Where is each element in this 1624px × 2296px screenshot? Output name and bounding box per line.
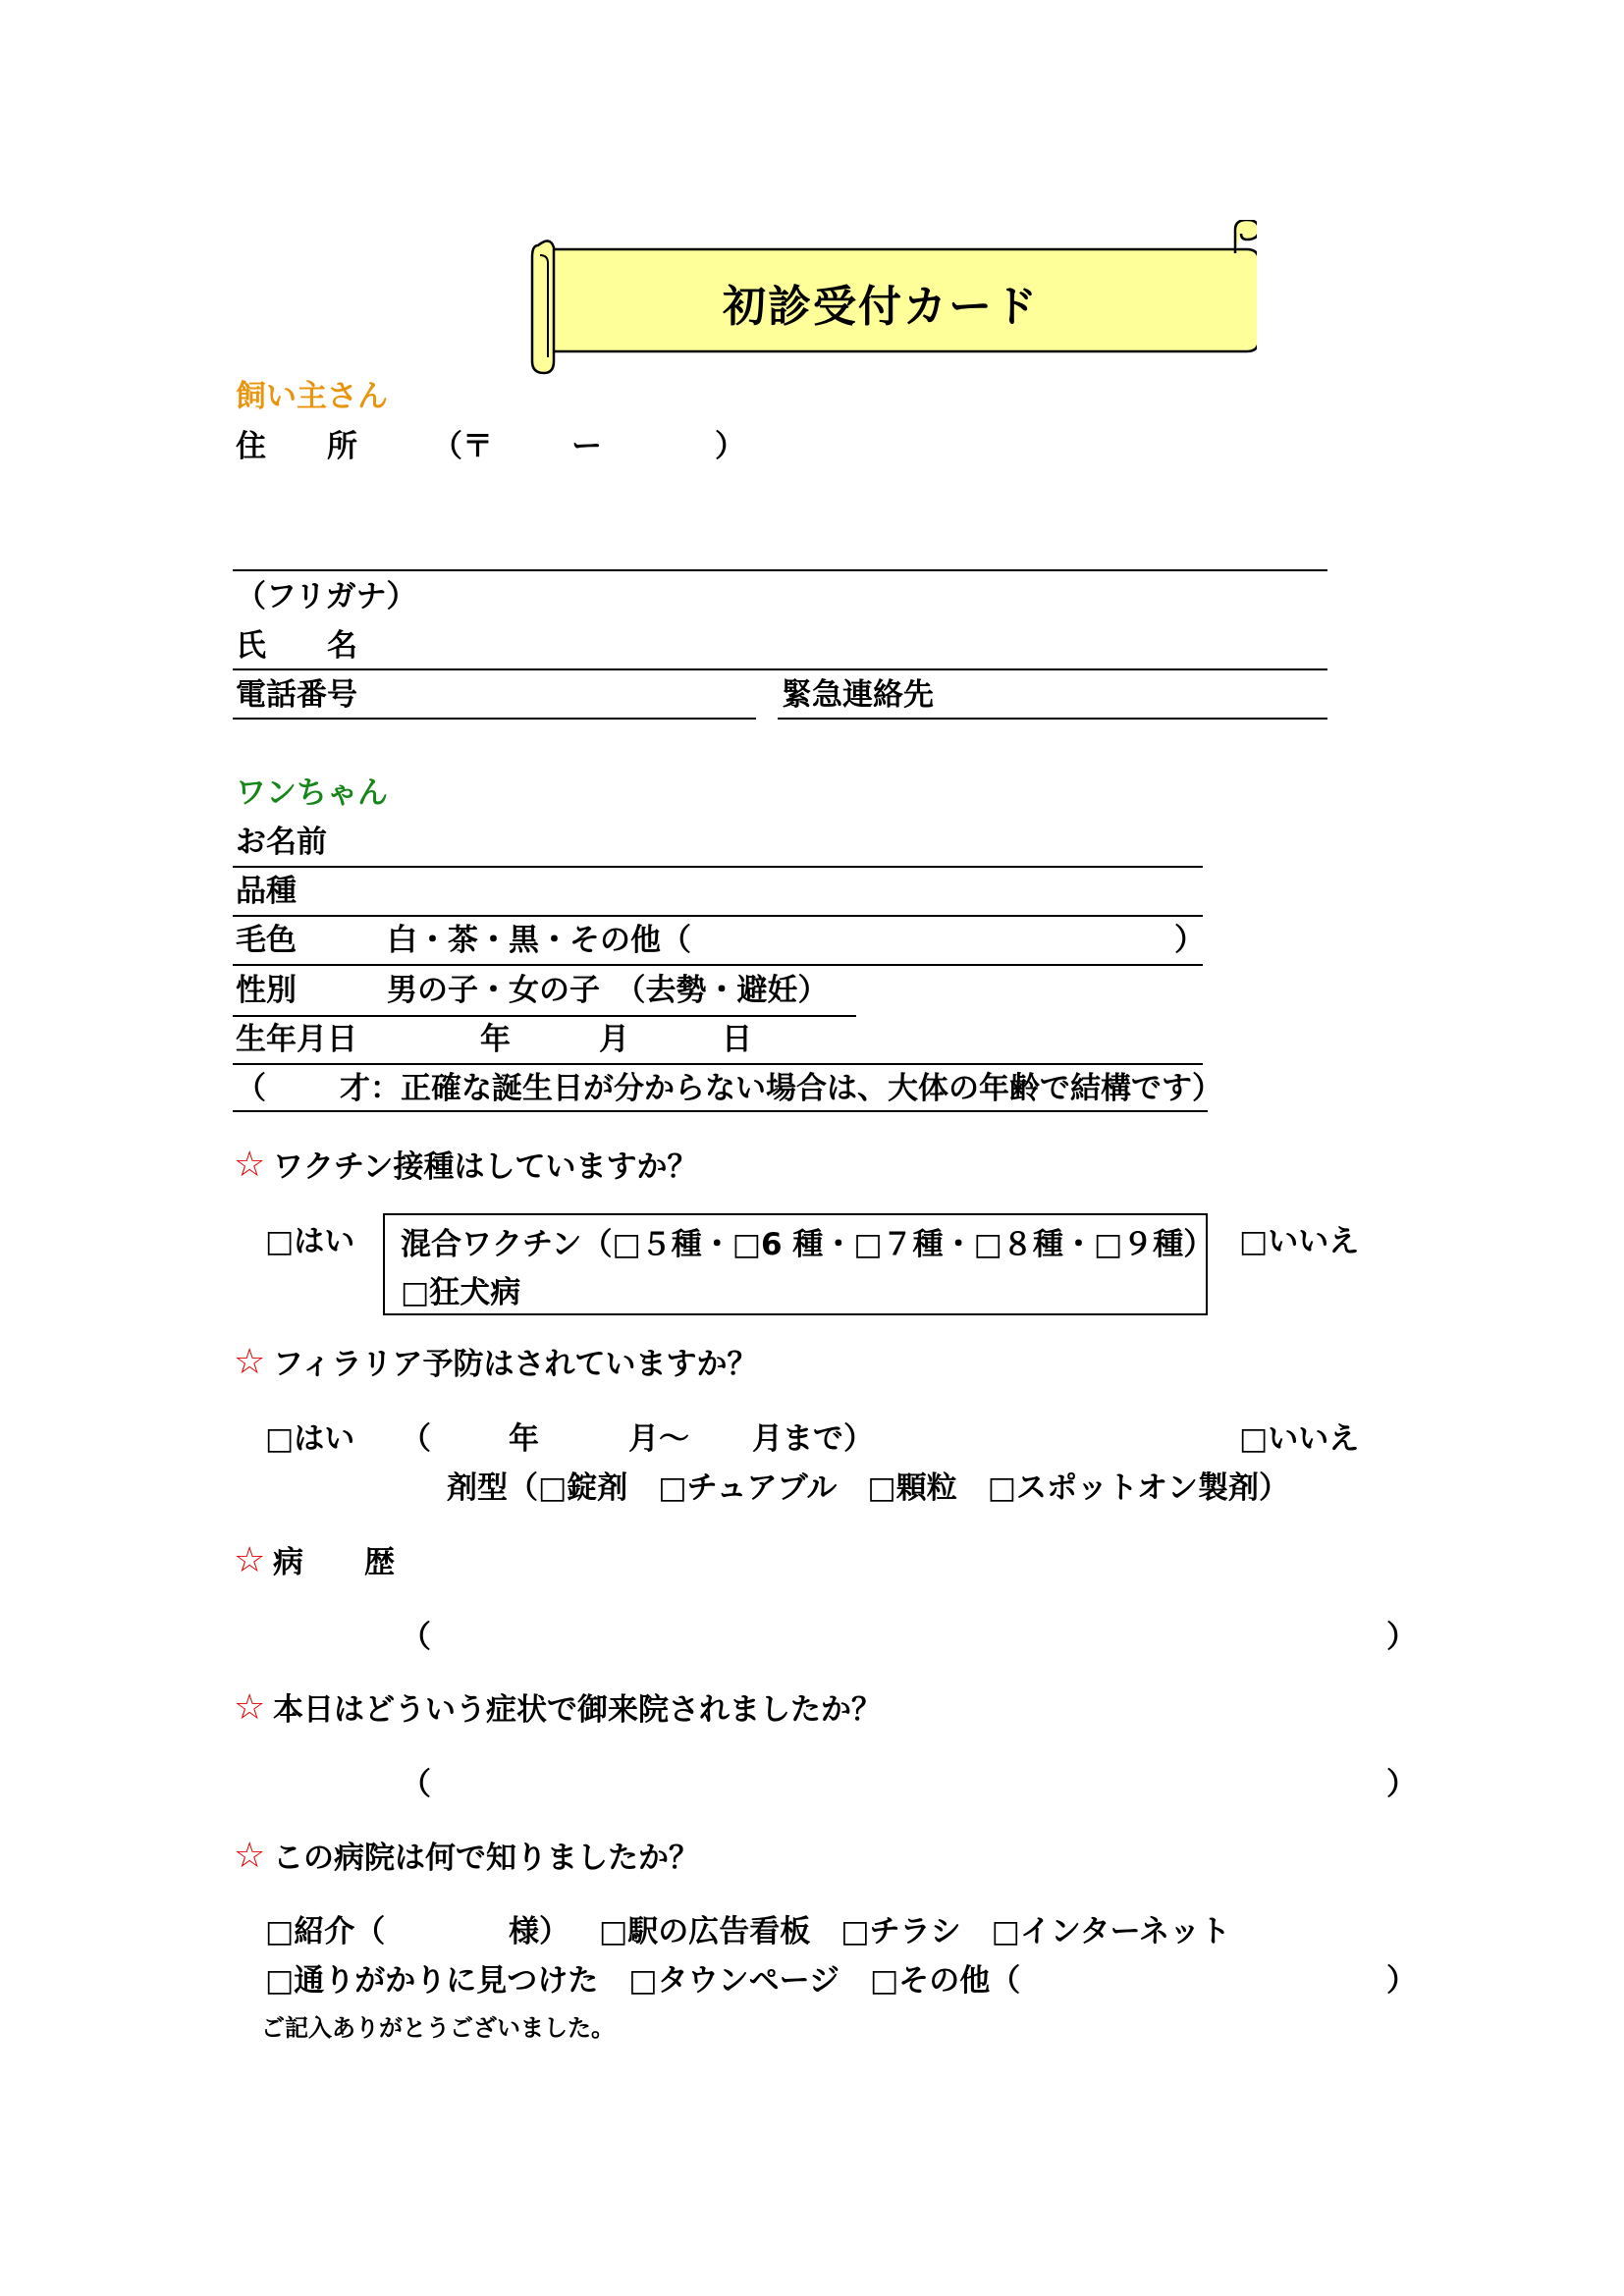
coat-label: 毛色 [236, 923, 297, 958]
symptom-open: （ [401, 1767, 431, 1802]
furigana-label: （フリガナ） [236, 579, 417, 614]
dog-name-line[interactable] [233, 866, 1203, 868]
history-close: ） [1386, 1620, 1417, 1655]
birth-line[interactable] [233, 1063, 1203, 1065]
phone-line[interactable] [233, 718, 756, 720]
vaccine-no-checkbox[interactable]: □いいえ [1239, 1224, 1360, 1259]
breed-label: 品種 [236, 874, 297, 909]
birth-year: 年 [480, 1022, 511, 1057]
address-label: 住 所 [236, 429, 357, 464]
filaria-month-from: 月～ [628, 1421, 689, 1457]
vaccine-yes-checkbox[interactable]: □はい [265, 1224, 355, 1259]
dog-name-label: お名前 [236, 825, 327, 860]
filaria-year: 年 [509, 1421, 539, 1457]
owner-heading: 飼い主さん [236, 379, 388, 414]
star-icon: ☆ [234, 1342, 266, 1382]
source-options-row1[interactable]: □駅の広告看板 □チラシ □インターネット [599, 1914, 1231, 1949]
postal-dash: ー [571, 429, 602, 464]
history-open: （ [401, 1620, 431, 1655]
emergency-line[interactable] [778, 718, 1327, 720]
postal-close: ） [715, 429, 745, 464]
page-title: 初診受付カード [723, 282, 1039, 332]
rabies-checkbox[interactable]: □狂犬病 [401, 1275, 521, 1310]
filaria-question: フィラリア予防はされていますか？ [273, 1347, 758, 1382]
dog-heading: ワンちゃん [236, 775, 388, 811]
symptom-close: ） [1386, 1767, 1417, 1802]
symptom-question: 本日はどういう症状で御来院されましたか？ [273, 1692, 882, 1728]
emergency-label: 緊急連絡先 [782, 677, 934, 713]
age-note-open: （ [236, 1071, 266, 1106]
age-note: 才：正確な誕生日が分からない場合は、大体の年齢で結構です） [340, 1071, 1222, 1106]
coat-close: ） [1174, 923, 1205, 958]
source-options-row2[interactable]: □通りがかりに見つけた □タウンページ □その他（ [265, 1963, 1021, 1999]
birth-label: 生年月日 [236, 1022, 357, 1057]
thank-you-note: ご記入ありがとうございました。 [261, 2014, 615, 2042]
star-icon: ☆ [234, 1145, 266, 1185]
vaccine-question: ワクチン接種はしていますか？ [273, 1149, 698, 1185]
coat-line[interactable] [233, 964, 1203, 966]
age-line[interactable] [233, 1110, 1208, 1112]
postal-prefix: （〒 [432, 429, 493, 464]
address-line[interactable] [233, 569, 1327, 571]
star-icon: ☆ [234, 1540, 266, 1580]
source-question: この病院は何で知りましたか？ [273, 1841, 699, 1876]
birth-month: 月 [599, 1022, 629, 1057]
owner-name-label: 氏 名 [236, 628, 357, 664]
phone-label: 電話番号 [236, 677, 357, 713]
referral-sama: 様） [509, 1914, 569, 1949]
sex-line[interactable] [233, 1015, 856, 1017]
sex-options: 男の子・女の子 （去勢・避妊） [387, 973, 829, 1008]
owner-name-line[interactable] [233, 668, 1327, 670]
filaria-no-checkbox[interactable]: □いいえ [1239, 1421, 1360, 1457]
breed-line[interactable] [233, 915, 1203, 917]
history-question: 病 歴 [273, 1545, 395, 1580]
coat-options: 白・茶・黒・その他（ [387, 923, 691, 958]
filaria-open: （ [401, 1421, 431, 1457]
source-close: ） [1386, 1963, 1417, 1999]
filaria-form-options[interactable]: 剤型（□錠剤 □チュアブル □顆粒 □スポットオン製剤） [447, 1470, 1290, 1506]
star-icon: ☆ [234, 1836, 266, 1876]
filaria-month-to: 月まで） [752, 1421, 874, 1457]
combo-vaccine-options[interactable]: 混合ワクチン（□５種・□6 種・□７種・□８種・□９種） [401, 1227, 1215, 1262]
star-icon: ☆ [234, 1687, 266, 1728]
filaria-yes-checkbox[interactable]: □はい [265, 1421, 355, 1457]
birth-day: 日 [722, 1022, 752, 1057]
sex-label: 性別 [236, 973, 297, 1008]
referral-checkbox[interactable]: □紹介（ [265, 1914, 386, 1949]
